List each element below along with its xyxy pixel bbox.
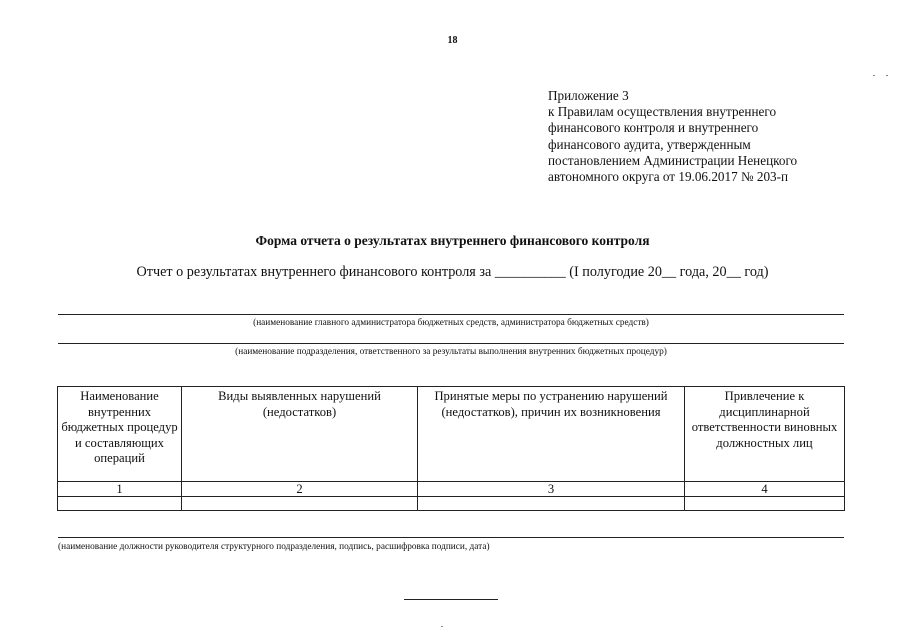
empty-cell	[182, 497, 418, 511]
header-responsibility: Привлечение к дисциплинарной ответственности виновных должностных лиц	[685, 387, 845, 482]
division-fill-line	[58, 343, 844, 344]
column-number-row	[58, 482, 845, 497]
header-violations: Виды выявленных нарушений (недостатков)	[182, 387, 418, 482]
appendix-block	[548, 88, 797, 185]
report-period-line: Отчет о результатах внутреннего финансового контроля за __________ (I полугодие 20__ года, 20__ год)	[136, 264, 769, 280]
appendix-line: к Правилам осуществления внутреннего	[548, 104, 777, 120]
report-table	[57, 386, 845, 511]
signature-fill-line	[58, 537, 844, 538]
column-number: 1	[58, 482, 182, 497]
administrator-caption: (наименование главного администратора бюджетных средств, администратора бюджетных средств)	[253, 318, 649, 328]
page-number: 18	[447, 35, 458, 46]
column-number: 2	[182, 482, 418, 497]
appendix-line: финансового контроля и внутреннего	[548, 120, 759, 136]
empty-cell	[58, 497, 182, 511]
signature-caption: (наименование должности руководителя структурного подразделения, подпись, расшифровка подписи, дата)	[58, 542, 490, 552]
column-number: 3	[418, 482, 685, 497]
column-number: 4	[685, 482, 845, 497]
table-header-row	[58, 387, 845, 482]
empty-cell	[418, 497, 685, 511]
form-title: Форма отчета о результатах внутреннего финансового контроля	[255, 233, 650, 248]
appendix-line: автономного округа от 19.06.2017 № 203-п	[548, 169, 789, 185]
administrator-fill-line	[58, 314, 844, 315]
empty-cell	[685, 497, 845, 511]
table-row	[58, 497, 845, 511]
appendix-line: финансового аудита, утвержденным	[548, 136, 751, 152]
scan-speck	[873, 75, 875, 76]
end-divider	[404, 599, 498, 600]
division-caption: (наименование подразделения, ответственного за результаты выполнения внутренних бюджетных процедур)	[235, 347, 667, 357]
appendix-line: постановлением Администрации Ненецкого	[548, 152, 798, 168]
appendix-line: Приложение 3	[548, 88, 629, 103]
header-measures: Принятые меры по устранению нарушений (недостатков), причин их возникновения	[418, 387, 685, 482]
scan-speck	[886, 75, 888, 76]
header-procedures: Наименование внутренних бюджетных процедур и составляющих операций	[58, 387, 182, 482]
scan-speck	[441, 626, 443, 627]
